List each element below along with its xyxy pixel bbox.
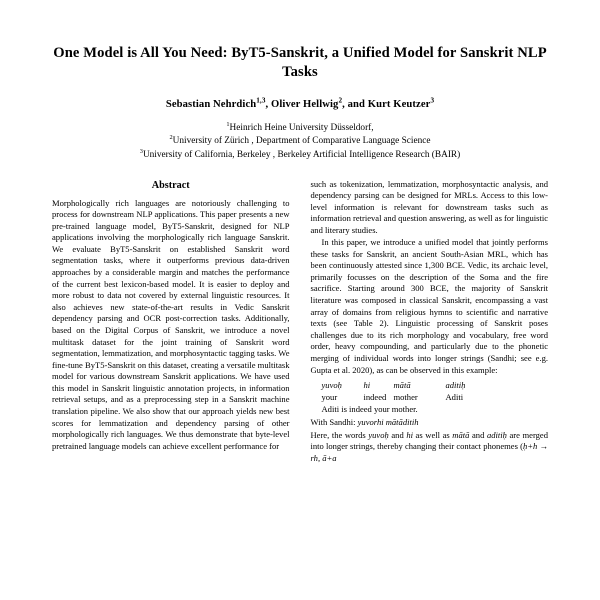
affiliation-item: $^3$University of California, Berkeley , Berkeley Artificial Intelligence Research (BAIR) [139,147,461,160]
page-title: One Model is All You Need: ByT5-Sanskrit, a Unified Model for Sanskrit NLP Tasks [53,45,547,81]
affiliation-item: $^1$Heinrich Heine University Düsseldorf, [226,120,374,133]
gloss-line-free: Aditi is indeed your mother. [321,404,418,415]
body-paragraph: such as tokenization, lemmatization, morphosyntactic analysis, and dependency parsing can be designed for MRLs. Access to this low-level information is relevant for downstream tasks such as information retrieval and question answering, as well as for linguistic and literary studies. [310,178,548,236]
gloss-line-source [322,379,549,391]
body-paragraph: In this paper, we introduce a unified model that jointly performs these tasks for Sanskrit, an ancient South-Asian MRL, which has been continuously attested since 1,300 BCE. Vedic, its archaic level, primarily focusses on the description of the Soma and the fire sacrifice. Starting around 300 BCE, the majority of Sanskrit literature was composed in classical Sanskrit, encompassing a vast array of domains from religious hymns to scientific and narrative texts (see Table 2). Linguistic processing of Sanskrit poses challenges due to its rich morphology and vocabulary, free word order, heavy compounding, and particularly due to the phonetic merging of individual words into longer strings (Sandhi; see e.g. Gupta et al. 2020), as can be observed in this example: [310,237,548,375]
gloss-token: your [321,392,338,403]
gloss-token: yuvoḥ [321,380,342,391]
right-column [311,179,549,465]
gloss-token: mother [393,392,418,403]
affiliation-list [52,122,548,163]
gloss-token: Aditi [445,392,464,403]
affiliation-item: $^2$University of Zürich , Department of Comparative Language Science [169,134,431,147]
author-list: Sebastian Nehrdich$^{1,3}$, Oliver Hellwig$^2$, and Kurt Keutzer$^3$ [165,95,435,110]
gloss-token: aditiḥ [445,380,466,391]
body-paragraph: With Sandhi: yuvorhi mātāditih [310,417,419,428]
body-paragraph: Here, the words yuvoḥ and hi as well as mātā and aditiḥ are merged into longer strings, thereby changing their contact phonemes (ḥ+h → rh, ā+a [310,429,549,463]
abstract-heading: Abstract [151,179,190,191]
example-gloss [311,379,549,415]
abstract-paragraph: Morphologically rich languages are notoriously challenging to process for downstream NLP applications. This paper presents a new pre-trained language model, ByT5-Sanskrit, designed for NLP applications involving the morphologically rich language Sanskrit. We evaluate ByT5-Sanskrit on established Sanskrit word segmentation tasks, where it outperforms previous data-driven approaches by a considerable margin and matches the performance of the current best lexicon-based model. It is easier to deploy and more robust to data not covered by external linguistic resources. It also achieves new state-of-the-art results in Vedic Sanskrit dependency parsing and OCR post-correction tasks. Additionally, based on the Digital Corpus of Sanskrit, we introduce a novel multitask dataset for the joint training of Sanskrit word segmentation, lemmatization, and morphosyntactic tagging tasks. We fine-tune ByT5-Sanskrit on this dataset, creating a versatile multitask model for various downstream Sanskrit applications. We have used this model in Sanskrit linguistic annotation projects, in information retrieval setups, and as a preprocessing step in a Sanskrit machine translation pipeline. We also show that our approach yields new best scores for lemmatization and dependency parsing of other morphologically rich languages. We thus demonstrate that byte-level pretrained language models can achieve excellent performance for [52,197,290,451]
gloss-token: indeed [363,392,387,403]
gloss-token: hi [363,380,371,391]
left-column [52,179,290,453]
gloss-line-translation [322,391,549,403]
gloss-token: mātā [393,380,411,391]
two-column-body [52,179,548,465]
